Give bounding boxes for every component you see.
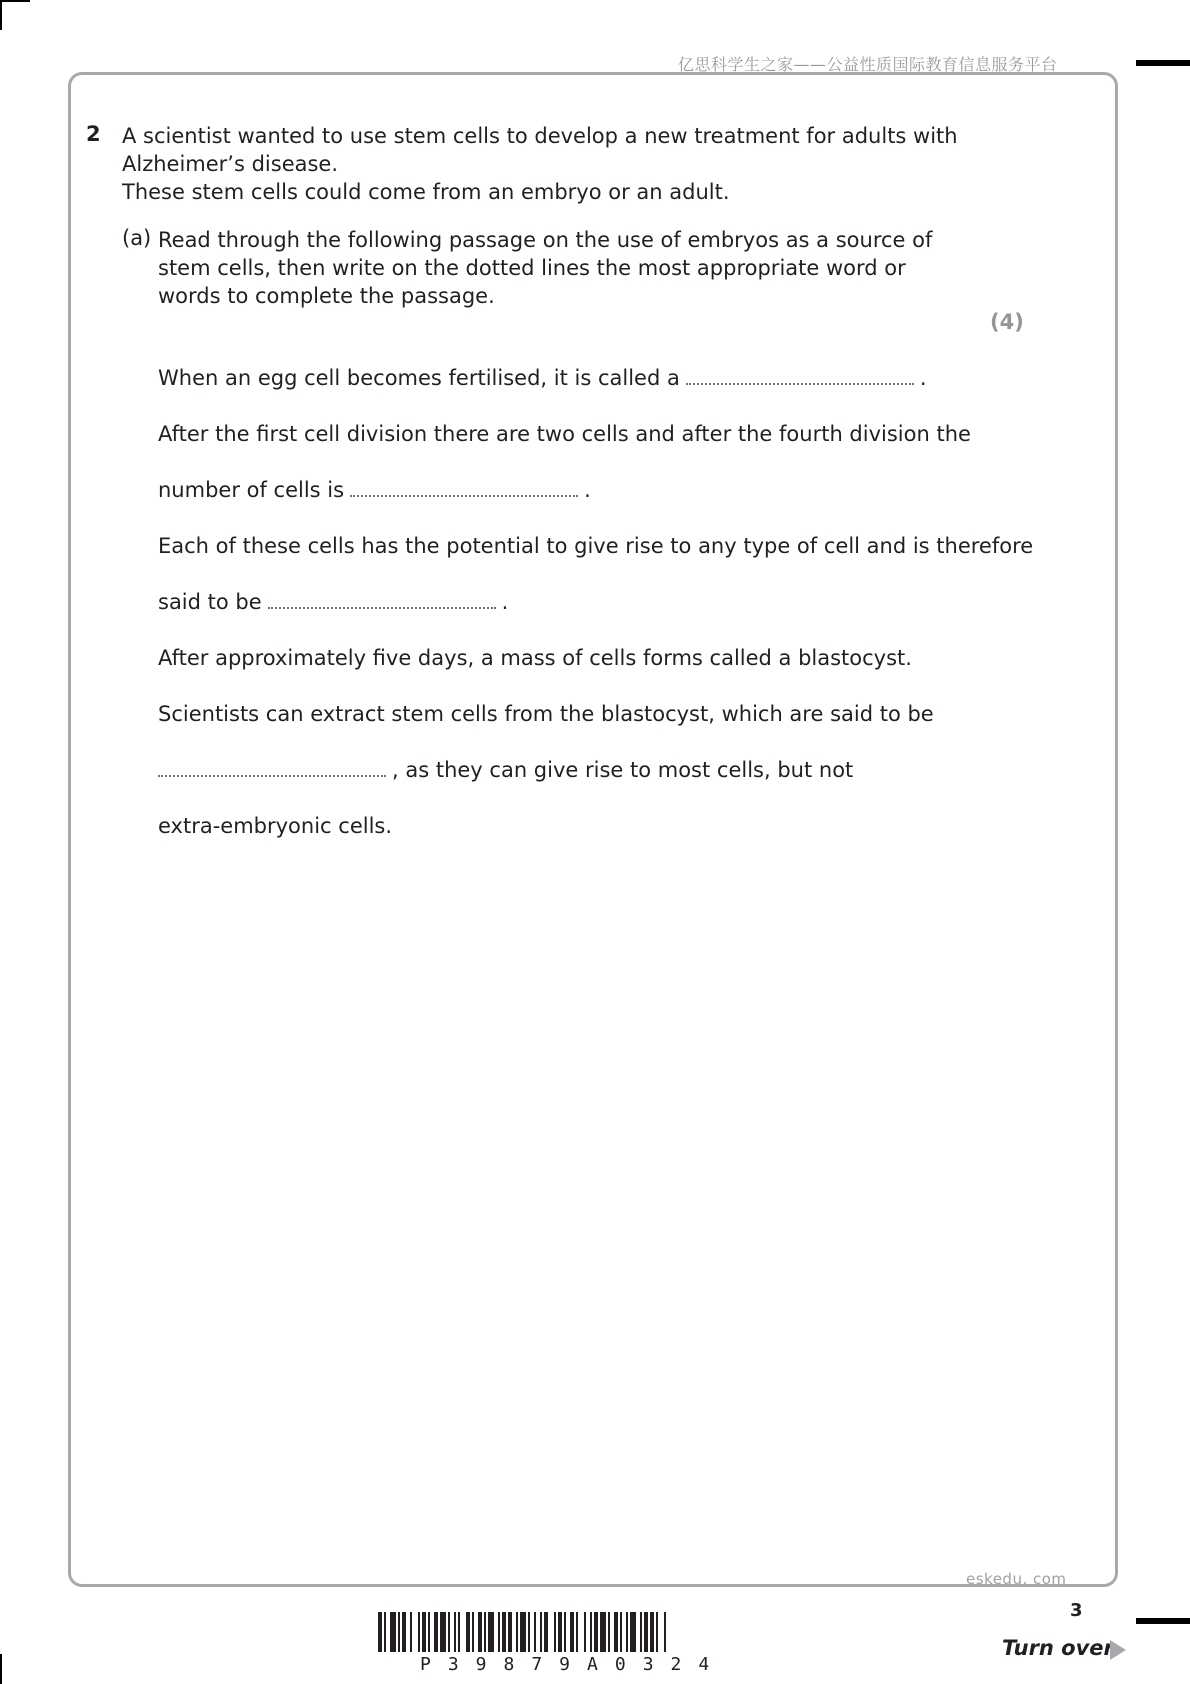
- question-number: 2: [86, 122, 101, 146]
- passage-line-5: [158, 590, 508, 614]
- answer-blank-2[interactable]: [350, 491, 578, 497]
- crop-mark-top-left-h: [0, 0, 30, 2]
- answer-blank-3[interactable]: [268, 603, 496, 609]
- passage-line-7: [158, 702, 934, 726]
- passage-text: .: [919, 366, 927, 390]
- passage-text: After approximately five days, a mass of cells forms called a blastocyst.: [158, 646, 912, 670]
- top-watermark: 亿思科学生之家——公益性质国际教育信息服务平台: [678, 55, 1058, 74]
- passage-line-9: [158, 814, 392, 838]
- crop-mark-right-top: [1136, 60, 1190, 66]
- crop-mark-top-left-v: [0, 0, 2, 30]
- passage-text: extra-embryonic cells.: [158, 814, 393, 838]
- passage-text: .: [501, 590, 509, 614]
- marks-allocation: (4): [990, 310, 1024, 334]
- passage-text: .: [584, 478, 591, 502]
- barcode-number: P39879A0324: [420, 1654, 727, 1675]
- passage-text: Scientists can extract stem cells from the blastocyst, which are said to be: [158, 702, 934, 726]
- stem-line-1: A scientist wanted to use stem cells to develop a new treatment for adults with: [122, 124, 958, 148]
- part-instructions: Read through the following passage on the use of embryos as a source of stem cells, then write on the dotted lines the most appropriate word or words to complete the passage.: [158, 228, 933, 308]
- part-label: (a): [122, 226, 152, 250]
- answer-blank-1[interactable]: [686, 379, 914, 385]
- passage-line-8: [158, 758, 853, 782]
- passage-line-3: [158, 478, 591, 502]
- passage-line-1: [158, 366, 927, 390]
- passage-line-4: [158, 534, 1033, 558]
- barcode-icon: [378, 1612, 810, 1656]
- passage-text: number of cells is: [158, 478, 345, 502]
- turn-over-label: Turn over: [1002, 1636, 1114, 1660]
- turn-over-arrow-icon: [1110, 1640, 1126, 1660]
- bottom-watermark: eskedu. com: [966, 1570, 1067, 1588]
- question-stem: [122, 122, 1002, 206]
- passage-text: Each of these cells has the potential to give rise to any type of cell and is therefore: [158, 534, 1034, 558]
- crop-mark-bottom-left-v: [0, 1654, 2, 1684]
- passage-text: said to be: [158, 590, 262, 614]
- stem-line-3: These stem cells could come from an embryo or an adult.: [122, 180, 730, 204]
- page-number: 3: [1070, 1600, 1083, 1621]
- crop-mark-right-bottom: [1136, 1618, 1190, 1624]
- passage-text: When an egg cell becomes fertilised, it is called a: [158, 366, 680, 390]
- passage-text: After the first cell division there are two cells and after the fourth division the: [158, 422, 971, 446]
- passage-text: , as they can give rise to most cells, but not: [392, 758, 854, 782]
- passage-line-2: [158, 422, 971, 446]
- passage-line-6: [158, 646, 912, 670]
- answer-blank-4[interactable]: [158, 771, 386, 777]
- stem-line-2: Alzheimer’s disease.: [122, 152, 339, 176]
